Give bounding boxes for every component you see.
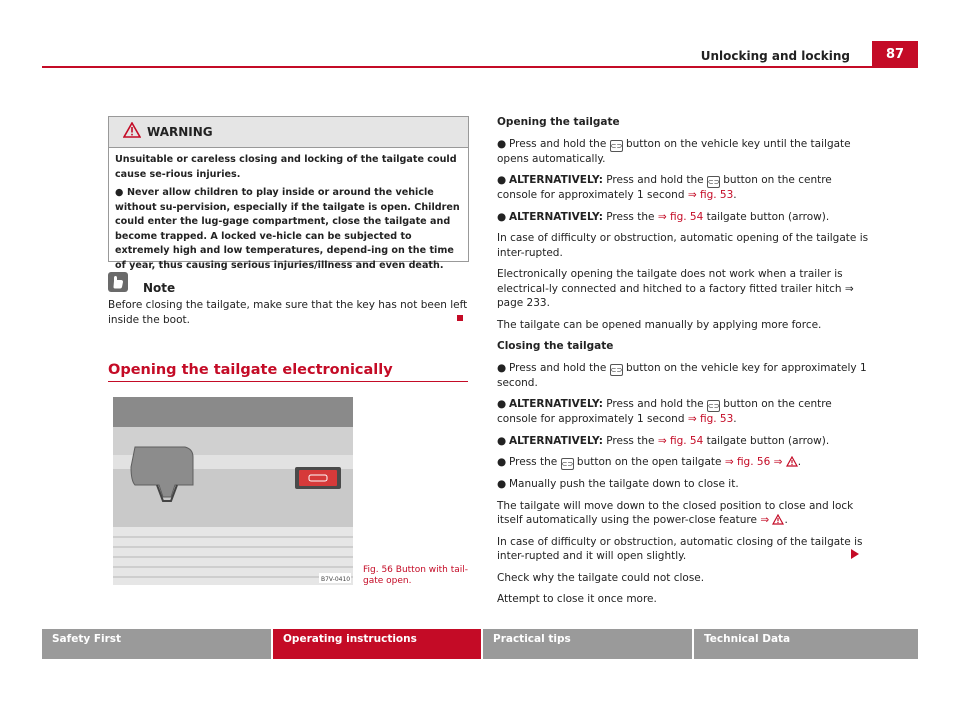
fig-54-link[interactable]: ⇒ fig. 54 xyxy=(657,434,704,447)
footer-tab-safety-first[interactable]: Safety First xyxy=(42,629,271,659)
page-header-title: Unlocking and locking xyxy=(700,49,850,63)
fig-53-link[interactable]: ⇒ fig. 53 xyxy=(687,413,734,425)
tailgate-key-icon: ⊂⊃ xyxy=(610,141,623,150)
figure-caption: Fig. 56 Button with tail-gate open. xyxy=(363,565,469,586)
warning-header xyxy=(109,117,468,148)
tailgate-key-icon: ⊂⊃ xyxy=(707,402,720,410)
warning-body xyxy=(109,148,468,273)
footer-tab-operating-instructions[interactable]: Operating instructions xyxy=(273,629,481,659)
note-title: Note xyxy=(143,281,176,295)
note-icon xyxy=(108,272,128,292)
section-title: Opening the tailgate electronically xyxy=(108,362,393,378)
bullet: ● xyxy=(115,187,124,198)
opening-step: ● Press and hold the ⊂⊃ button on the vehicle key until the tailgate opens automatically. xyxy=(497,137,851,165)
warning-box xyxy=(108,116,469,271)
closing-paragraph: In case of difficulty or obstruction, automatic closing of the tailgate is inter-rupted and it will open slightly. xyxy=(497,535,863,562)
closing-heading: Closing the tailgate xyxy=(497,340,614,352)
warning-item xyxy=(115,186,464,273)
warning-triangle-icon xyxy=(786,456,798,467)
closing-paragraph: Attempt to close it once more. xyxy=(497,593,657,605)
section-rule xyxy=(108,381,468,382)
tailgate-key-icon: ⊂⊃ xyxy=(610,365,623,374)
fig-54-link[interactable]: ⇒ fig. 54 xyxy=(657,210,704,223)
instructions-column xyxy=(497,115,869,614)
page-number: 87 xyxy=(872,41,918,67)
tailgate-key-icon: ⊂⊃ xyxy=(707,178,720,186)
fig-53-link[interactable]: ⇒ fig. 53 xyxy=(687,189,734,201)
closing-paragraph: Check why the tailgate could not close. xyxy=(497,571,705,584)
warning-title: WARNING xyxy=(147,125,213,139)
footer-tab-practical-tips[interactable]: Practical tips xyxy=(483,629,692,659)
closing-step: ● ALTERNATIVELY: Press and hold the ⊂⊃ button on the centre console for approximately 1 second ⇒ fig. 53. xyxy=(497,398,832,425)
section-end-marker xyxy=(457,315,463,321)
warning-triangle-icon xyxy=(772,514,784,525)
closing-step: ● ALTERNATIVELY: Press the ⇒ fig. 54 tailgate button (arrow). xyxy=(497,434,830,447)
warning-item-text: Never allow children to play inside or around the vehicle without su-pervision, especially if the tailgate is open. Children could enter the lug-gage compartment, close the tailgate and become trapped. A locked ve-hicle can be subjected to extremely high and low temperatures, depend-ing on the time of year, thus causing serious injuries/illness and even death. xyxy=(115,187,460,271)
closing-step: ● Manually push the tailgate down to close it. xyxy=(497,478,739,490)
opening-heading: Opening the tailgate xyxy=(497,116,620,128)
figure-56-image xyxy=(113,397,353,585)
footer-tab-technical-data[interactable]: Technical Data xyxy=(694,629,918,659)
closing-step: ● Press and hold the ⊂⊃ button on the vehicle key for approximately 1 second. xyxy=(497,361,867,389)
closing-step: ● Press the ⊂⊃ button on the open tailgate ⇒ fig. 56 ⇒ . xyxy=(497,456,802,468)
figure-code: B7V-0410 xyxy=(321,576,351,583)
footer-navigation xyxy=(42,629,918,659)
warning-intro: Unsuitable or careless closing and locking of the tailgate could cause se-rious injuries. xyxy=(115,154,457,180)
fig-56-link[interactable]: ⇒ fig. 56 xyxy=(724,456,771,468)
opening-paragraph: Electronically opening the tailgate does not work when a trailer is electrical-ly connected and hitched to a factory fitted trailer hitch ⇒ page 233. xyxy=(497,268,854,309)
continue-arrow-icon xyxy=(851,549,859,559)
header-rule xyxy=(42,66,918,68)
note-text: Before closing the tailgate, make sure that the key has not been left inside the boot. xyxy=(108,299,468,326)
tailgate-key-icon: ⊂⊃ xyxy=(561,460,574,468)
opening-paragraph: The tailgate can be opened manually by applying more force. xyxy=(497,318,822,331)
closing-paragraph: The tailgate will move down to the closed position to close and lock itself automatically using the power-close feature ⇒ . xyxy=(497,499,854,526)
opening-paragraph: In case of difficulty or obstruction, automatic opening of the tailgate is inter-rupted. xyxy=(497,232,869,259)
warning-triangle-icon xyxy=(123,122,141,138)
opening-step: ● ALTERNATIVELY: Press the ⇒ fig. 54 tailgate button (arrow). xyxy=(497,210,830,223)
opening-step: ● ALTERNATIVELY: Press and hold the ⊂⊃ button on the centre console for approximately 1 second ⇒ fig. 53. xyxy=(497,174,832,201)
